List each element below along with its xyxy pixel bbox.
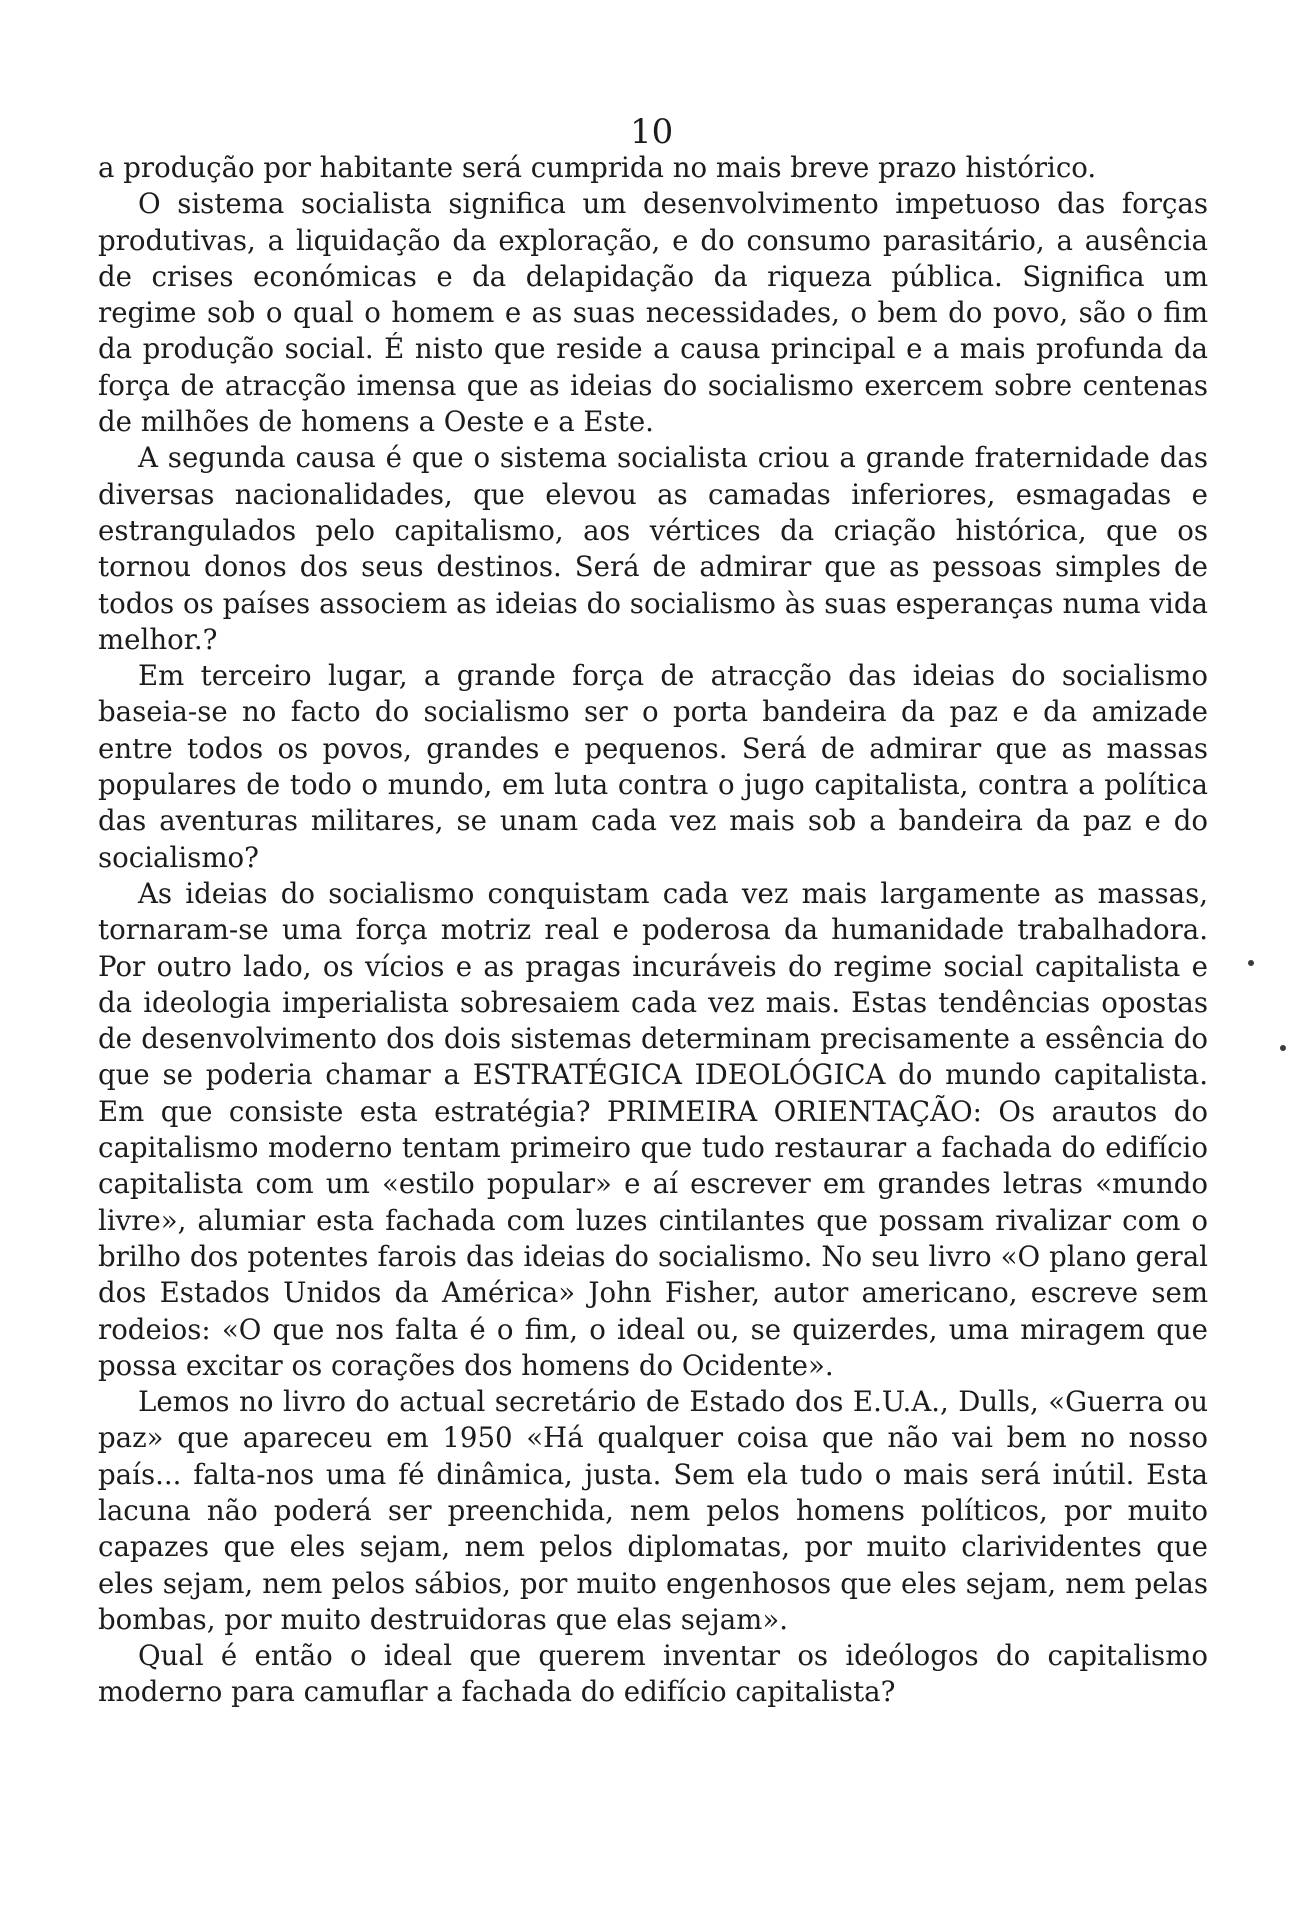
paragraph-closing-question: Qual é então o ideal que querem inventar os ideólogos do capitalismo moderno para camuflar a fachada do edifício capitalista? bbox=[98, 1639, 1208, 1709]
paragraph-dulles-quote: Lemos no livro do actual secretário de Estado dos E.U.A., Dulls, «Guerra ou paz» que apareceu em 1950 «Há qualquer coisa que não vai bem no nosso país... falta-nos uma fé dinâmica, justa. Sem ela tudo o mais será inútil. Esta lacuna não poderá ser preenchida, nem pelos homens políticos, por muito capazes que eles sejam, nem pelos diplomatas, por muito clarividentes que eles sejam, nem pelos sábios, por muito engenhosos que eles sejam, nem pelas bombas, por muito destruidoras que elas sejam». bbox=[98, 1385, 1208, 1636]
paragraph-socialist-system: O sistema socialista significa um desenvolvimento impetuoso das forças produtivas, a liquidação da exploração, e do consumo parasitário, a ausência de crises económicas e da delapidação da riqueza pública. Significa um regime sob o qual o homem e as suas necessidades, o bem do povo, são o fim da produção social. É nisto que reside a causa principal e a mais profunda da força de atracção imensa que as ideias do socialismo exercem sobre centenas de milhões de homens a Oeste e a Este. bbox=[98, 187, 1208, 439]
body-text bbox=[98, 150, 1208, 1711]
paragraph-continuation: a produção por habitante será cumprida no mais breve prazo histórico. bbox=[98, 151, 1097, 184]
scan-speck bbox=[1248, 960, 1254, 966]
paragraph-ideological-strategy: As ideias do socialismo conquistam cada vez mais largamente as massas, tornaram-se uma força motriz real e poderosa da humanidade trabalhadora. Por outro lado, os vícios e as pragas incuráveis do regime social capitalista e da ideologia imperialista sobresaiem cada vez mais. Estas tendências opostas de desenvolvimento dos dois sistemas determinam precisamente a essência do que se poderia chamar a ESTRATÉGICA IDEOLÓGICA do mundo capitalista. Em que consiste esta estratégia? PRIMEIRA ORIENTAÇÃO: Os arautos do capitalismo moderno tentam primeiro que tudo restaurar a fachada do edifício capitalista com um «estilo popular» e aí escrever em grandes letras «mundo livre», alumiar esta fachada com luzes cintilantes que possam rivalizar com o brilho dos potentes farois das ideias do socialismo. No seu livro «O plano geral dos Estados Unidos da América» John Fisher, autor americano, escreve sem rodeios: «O que nos falta é o fim, o ideal ou, se quizerdes, uma miragem que possa excitar os corações dos homens do Ocidente». bbox=[98, 876, 1208, 1382]
page-number: 10 bbox=[630, 112, 674, 152]
paragraph-third-reason: Em terceiro lugar, a grande força de atracção das ideias do socialismo baseia-se no facto do socialismo ser o porta bandeira da paz e da amizade entre todos os povos, grandes e pequenos. Será de admirar que as massas populares de todo o mundo, em luta contra o jugo capitalista, contra a política das aventuras militares, se unam cada vez mais sob a bandeira da paz e do socialismo? bbox=[98, 659, 1208, 874]
paragraph-second-cause: A segunda causa é que o sistema socialista criou a grande fraternidade das diversas nacionalidades, que elevou as camadas inferiores, esmagadas e estrangulados pelo capitalismo, aos vértices da criação histórica, que os tornou donos dos seus destinos. Será de admirar que as pessoas simples de todos os países associem as ideias do socialismo às suas esperanças numa vida melhor.? bbox=[98, 441, 1208, 656]
scan-speck bbox=[1280, 1045, 1286, 1051]
